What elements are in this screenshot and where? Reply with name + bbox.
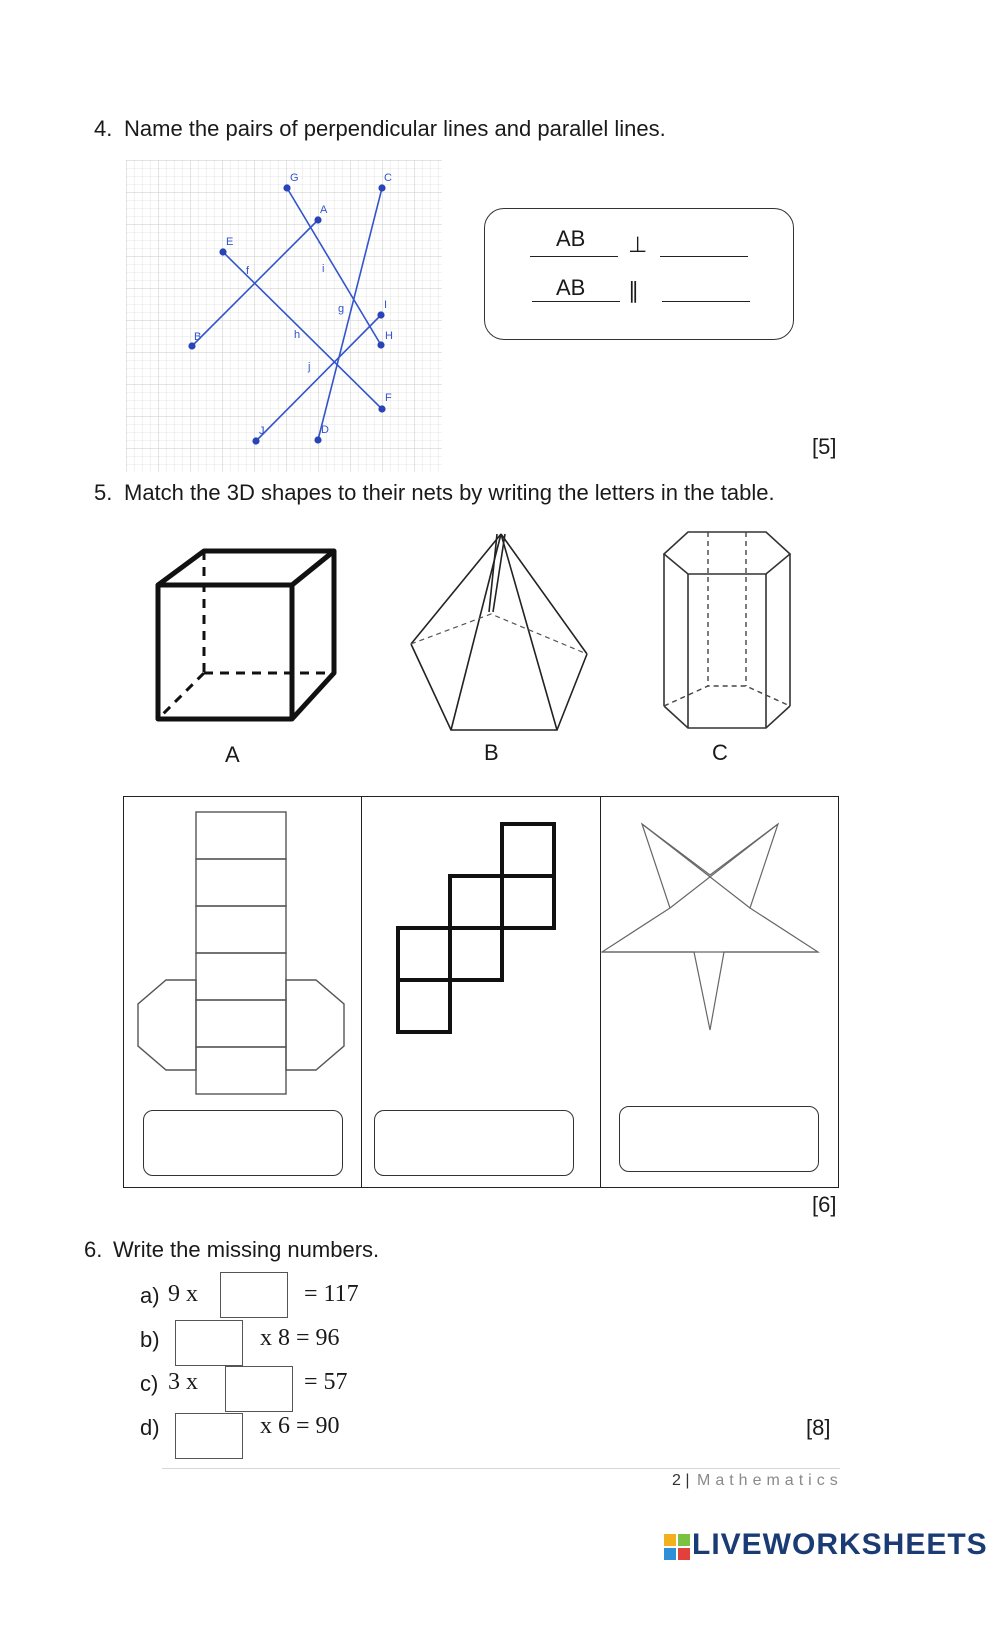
graph-grid (126, 160, 442, 472)
point-I (377, 311, 384, 318)
shape-label-B: B (484, 740, 499, 765)
q4-row1-left: AB (556, 226, 586, 251)
q6-number: 6. (84, 1237, 103, 1262)
label-B: B (194, 331, 202, 343)
q5-marks: [6] (812, 1192, 837, 1217)
label-j: j (308, 361, 311, 373)
q4-row2-left: AB (556, 275, 586, 300)
q6-text: Write the missing numbers. (113, 1237, 380, 1262)
nets-table-divider-1 (361, 796, 362, 1188)
point-E (219, 248, 226, 255)
q6c-suffix: = 57 (304, 1369, 348, 1395)
label-C: C (384, 172, 392, 184)
point-J (252, 437, 259, 444)
net-3-answer-box[interactable] (619, 1106, 819, 1172)
q4-marks: [5] (812, 434, 837, 459)
q6c-answer-box[interactable] (225, 1366, 293, 1412)
label-H: H (385, 330, 393, 342)
footer-page-number: 2 | (672, 1472, 690, 1489)
point-H (377, 341, 384, 348)
shape-label-A: A (225, 742, 240, 767)
q6c-label: c) (140, 1371, 159, 1396)
parallel-symbol: ∥ (628, 278, 639, 303)
q4-row2-left-line (532, 301, 620, 302)
net-2-answer-box[interactable] (374, 1110, 574, 1176)
q6b-answer-box[interactable] (175, 1320, 243, 1366)
label-J: J (259, 425, 265, 437)
cube-net (392, 820, 558, 1038)
label-I: I (384, 299, 388, 311)
q6-marks: [8] (806, 1415, 831, 1440)
q4-row1-answer-blank[interactable] (660, 256, 748, 257)
hexagonal-prism-net (134, 808, 348, 1100)
q4-text: Name the pairs of perpendicular lines and parallel lines. (124, 116, 666, 141)
liveworksheets-brand: LIVEWORKSHEETS (692, 1528, 988, 1561)
label-h: h (294, 329, 301, 341)
point-C (378, 184, 385, 191)
pentagonal-pyramid-shape (405, 528, 591, 734)
q5-number: 5. (94, 480, 113, 505)
footer-rule (162, 1468, 840, 1469)
point-A (314, 216, 321, 223)
point-F (378, 405, 385, 412)
q6a-prefix: 9 x (168, 1281, 198, 1307)
q6b-suffix: x 8 = 96 (260, 1325, 340, 1351)
q4-row2-answer-blank[interactable] (662, 301, 750, 302)
point-D (314, 436, 321, 443)
q6a-answer-box[interactable] (220, 1272, 288, 1318)
footer-subject: Mathematics (697, 1472, 843, 1489)
label-g: g (338, 303, 345, 315)
q4-answer-panel (484, 208, 794, 340)
q6d-answer-box[interactable] (175, 1413, 243, 1459)
q6a-label: a) (140, 1283, 160, 1308)
point-B (188, 342, 195, 349)
hexagonal-prism-shape (660, 528, 794, 734)
label-F: F (385, 392, 392, 404)
perpendicular-symbol: ⊥ (628, 232, 648, 257)
q6a-suffix: = 117 (304, 1281, 359, 1307)
cube-shape (152, 545, 342, 725)
pentagonal-pyramid-net (600, 820, 822, 1036)
label-i: i (322, 263, 325, 275)
q6d-suffix: x 6 = 90 (260, 1413, 340, 1439)
label-G: G (290, 172, 299, 184)
q5-text: Match the 3D shapes to their nets by writing the letters in the table. (124, 480, 775, 505)
liveworksheets-logo-icon (664, 1534, 690, 1560)
q6d-label: d) (140, 1415, 160, 1440)
q6c-prefix: 3 x (168, 1369, 198, 1395)
q4-row1-left-line (530, 256, 618, 257)
label-f: f (246, 265, 250, 277)
q6b-label: b) (140, 1327, 160, 1352)
net-1-answer-box[interactable] (143, 1110, 343, 1176)
q4-number: 4. (94, 116, 113, 141)
label-E: E (226, 236, 234, 248)
lines-graph (126, 160, 442, 472)
label-D: D (321, 424, 329, 436)
point-G (283, 184, 290, 191)
label-A: A (320, 204, 328, 216)
shape-label-C: C (712, 740, 728, 765)
